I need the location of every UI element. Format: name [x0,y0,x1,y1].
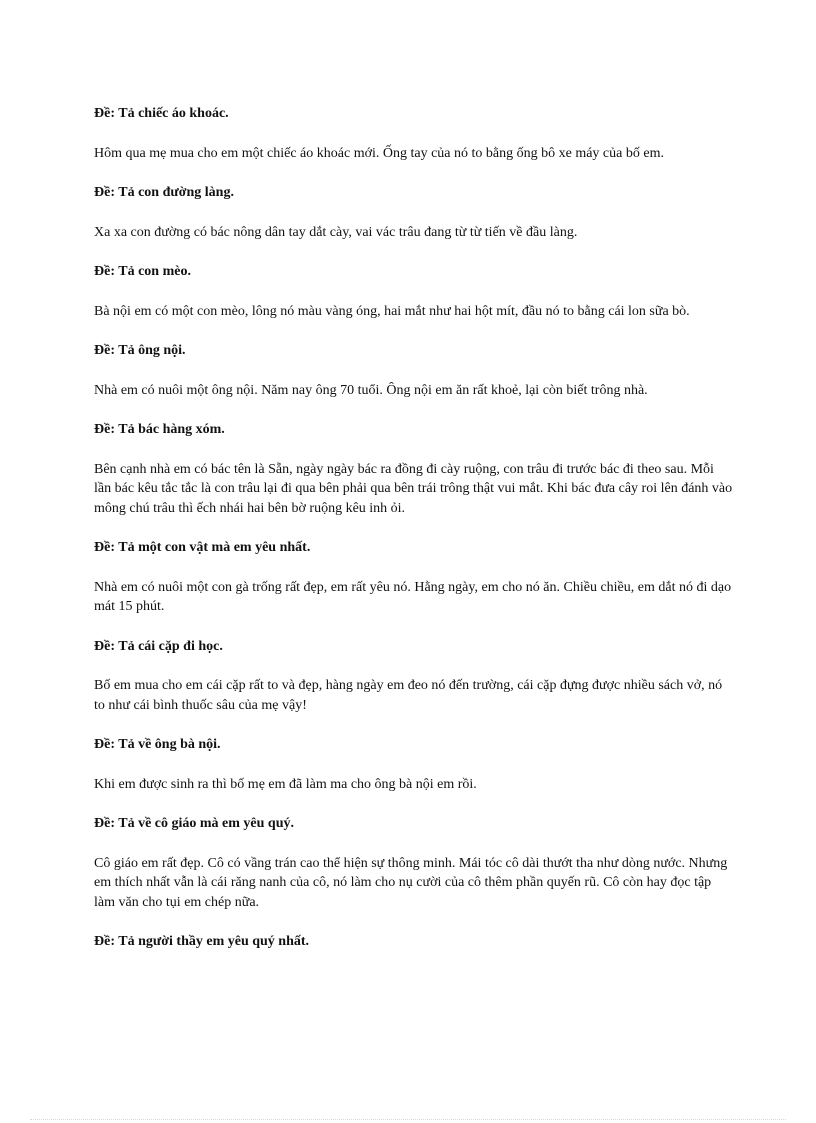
section-body: Nhà em có nuôi một ông nội. Năm nay ông 70 tuổi. Ông nội em ăn rất khoẻ, lại còn biết trông nhà. [94,382,648,398]
section-body: Bên cạnh nhà em có bác tên là Sẵn, ngày ngày bác ra đồng đi cày ruộng, con trâu đi trước bác đi theo sau. Mỗi lần bác kêu tắc tắc là con trâu lại đi qua bên phải qua bên trái trông thật vui mắt. Khi bác đưa cây roi lên đánh vào mông chú trâu thì ếch nhái hai bên bờ ruộng kêu inh ỏi. [94,461,733,516]
document-content [94,104,734,972]
section-body: Bố em mua cho em cái cặp rất to và đẹp, hàng ngày em đeo nó đến trường, cái cặp đựng được nhiều sách vở, nó to như cái bình thuốc sâu của mẹ vậy! [94,678,723,713]
section-heading: Đề: Tả về ông bà nội. [94,737,221,752]
section-heading: Đề: Tả một con vật mà em yêu nhất. [94,540,311,555]
page-bottom-divider [30,1119,786,1120]
section-heading: Đề: Tả ông nội. [94,343,186,358]
section-heading: Đề: Tả con đường làng. [94,185,234,200]
section-body: Cô giáo em rất đẹp. Cô có vầng trán cao thể hiện sự thông minh. Mái tóc cô dài thướt tha như dòng nước. Nhưng em thích nhất vẫn là cái răng nanh của cô, nó làm cho nụ cười của cô thêm phần quyến rũ. Cô còn hay đọc tập làm văn cho tụi em chép nữa. [94,855,728,910]
section-body: Bà nội em có một con mèo, lông nó màu vàng óng, hai mắt như hai hột mít, đầu nó to bằng cái lon sữa bò. [94,303,690,319]
section-heading: Đề: Tả về cô giáo mà em yêu quý. [94,816,294,831]
section-heading: Đề: Tả con mèo. [94,264,191,279]
section-body: Hôm qua mẹ mua cho em một chiếc áo khoác mới. Ống tay của nó to bằng ống bô xe máy của bố em. [94,145,664,161]
section-heading: Đề: Tả bác hàng xóm. [94,422,225,437]
section-heading: Đề: Tả cái cặp đi học. [94,638,223,654]
section-heading: Đề: Tả chiếc áo khoác. [94,106,229,121]
section-body: Khi em được sinh ra thì bố mẹ em đã làm ma cho ông bà nội em rồi. [94,776,477,792]
section-body: Nhà em có nuôi một con gà trống rất đẹp, em rất yêu nó. Hằng ngày, em cho nó ăn. Chiều chiều, em dắt nó đi dạo mát 15 phút. [94,579,732,614]
section-body: Xa xa con đường có bác nông dân tay dắt cày, vai vác trâu đang từ từ tiến về đầu làng. [94,224,578,240]
section-heading: Đề: Tả người thầy em yêu quý nhất. [94,934,310,949]
